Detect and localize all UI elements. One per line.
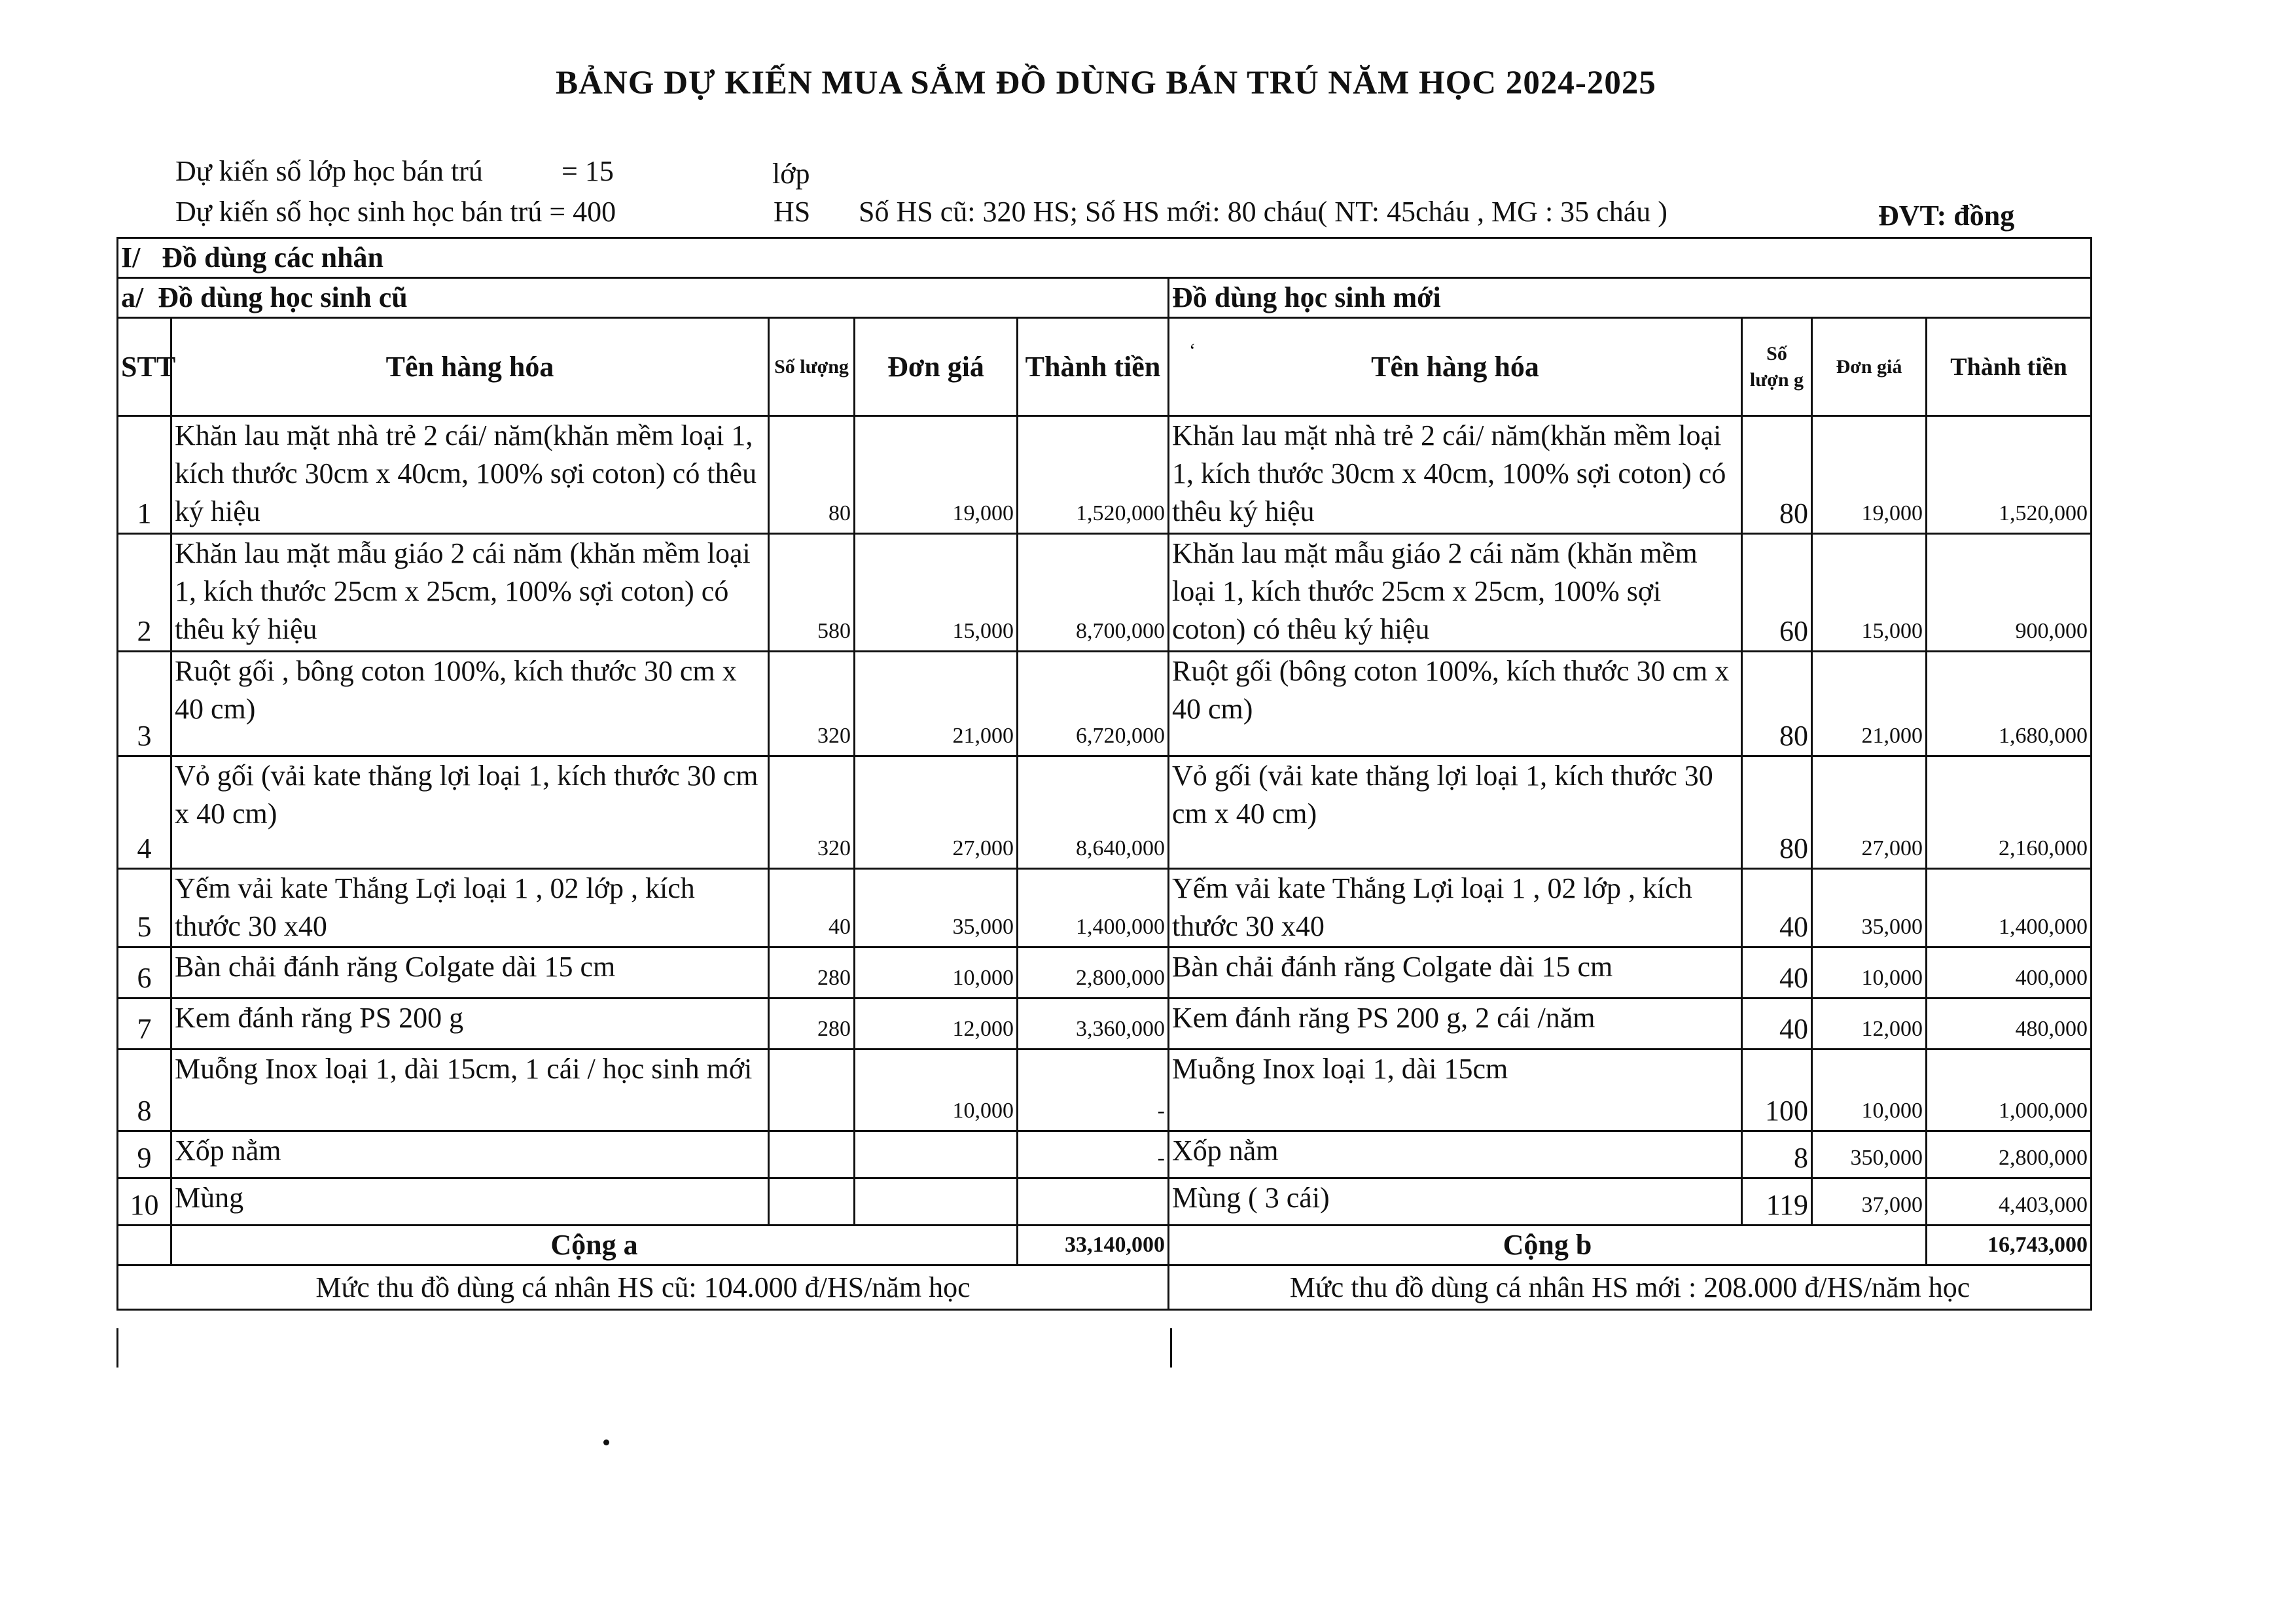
table-row — [118, 652, 2092, 756]
row-price-a: 10,000 — [855, 947, 1018, 998]
row-total-a: 8,700,000 — [1018, 534, 1169, 652]
table-row — [118, 1050, 2092, 1131]
document-title: BẢNG DỰ KIẾN MUA SẮM ĐỒ DÙNG BÁN TRÚ NĂM HỌC 2024-2025 — [556, 65, 1656, 101]
row-price-b: 350,000 — [1812, 1131, 1927, 1178]
stray-dot — [603, 1439, 609, 1445]
row-price-a — [855, 1178, 1018, 1226]
row-price-a: 12,000 — [855, 998, 1018, 1050]
row-name-a: Vỏ gối (vải kate thăng lợi loại 1, kích thước 30 cm x 40 cm) — [171, 756, 769, 869]
row-qty-a — [769, 1131, 855, 1178]
row-total-b: 4,403,000 — [1927, 1178, 2092, 1226]
header-price-a: Đơn giá — [855, 318, 1018, 416]
row-qty-b: 80 — [1742, 416, 1812, 534]
row-total-a: - — [1018, 1050, 1169, 1131]
row-name-a: Khăn lau mặt nhà trẻ 2 cái/ năm(khăn mềm loại 1, kích thước 30cm x 40cm, 100% sợi coton) có thêu ký hiệu — [171, 416, 769, 534]
info-line1-value: = 15 — [561, 155, 614, 187]
row-qty-b: 80 — [1742, 756, 1812, 869]
total-a-label: Cộng a — [171, 1226, 1018, 1265]
row-total-b: 1,520,000 — [1927, 416, 2092, 534]
row-name-b: Vỏ gối (vải kate thăng lợi loại 1, kích thước 30 cm x 40 cm) — [1169, 756, 1742, 869]
table-left-edge — [116, 1328, 118, 1368]
row-name-b: Mùng ( 3 cái) — [1169, 1178, 1742, 1226]
row-price-a: 21,000 — [855, 652, 1018, 756]
row-stt: 6 — [118, 947, 171, 998]
row-price-b: 12,000 — [1812, 998, 1927, 1050]
unit-label: ĐVT: đồng — [1878, 200, 2015, 232]
row-name-b: Khăn lau mặt mẫu giáo 2 cái năm (khăn mềm loại 1, kích thước 25cm x 25cm, 100% sợi coton) có thêu ký hiệu — [1169, 534, 1742, 652]
table-row — [118, 998, 2092, 1050]
row-qty-b: 100 — [1742, 1050, 1812, 1131]
row-qty-a: 40 — [769, 869, 855, 947]
row-total-a: 8,640,000 — [1018, 756, 1169, 869]
row-name-a: Mùng — [171, 1178, 769, 1226]
table-row — [118, 947, 2092, 998]
info-line2-label: Dự kiến số học sinh học bán trú = 400 — [175, 196, 616, 228]
table-middle-edge — [1170, 1328, 1172, 1368]
row-name-a: Yếm vải kate Thắng Lợi loại 1 , 02 lớp , kích thước 30 x40 — [171, 869, 769, 947]
total-b-label: Cộng b — [1169, 1226, 1927, 1265]
row-price-b: 10,000 — [1812, 1050, 1927, 1131]
row-qty-a: 80 — [769, 416, 855, 534]
row-price-a: 19,000 — [855, 416, 1018, 534]
section-label: Đồ dùng các nhân — [162, 241, 384, 274]
header-total-b: Thành tiền — [1927, 318, 2092, 416]
info-line1-label: Dự kiến số lớp học bán trú — [175, 155, 483, 187]
row-qty-b: 40 — [1742, 869, 1812, 947]
row-price-a — [855, 1131, 1018, 1178]
row-price-b: 27,000 — [1812, 756, 1927, 869]
totals-row — [118, 1226, 2092, 1265]
row-stt: 1 — [118, 416, 171, 534]
row-price-b: 35,000 — [1812, 869, 1927, 947]
table-row — [118, 869, 2092, 947]
row-name-a: Xốp nằm — [171, 1131, 769, 1178]
row-qty-b: 8 — [1742, 1131, 1812, 1178]
row-name-b: Ruột gối (bông coton 100%, kích thước 30 cm x 40 cm) — [1169, 652, 1742, 756]
row-qty-a: 320 — [769, 652, 855, 756]
row-total-a: - — [1018, 1131, 1169, 1178]
header-name-b: Tên hàng hóa — [1371, 350, 1539, 383]
row-name-b: Kem đánh răng PS 200 g, 2 cái /năm — [1169, 998, 1742, 1050]
row-qty-a: 580 — [769, 534, 855, 652]
row-stt: 2 — [118, 534, 171, 652]
header-qty-a: Số lượng — [769, 318, 855, 416]
row-name-a: Kem đánh răng PS 200 g — [171, 998, 769, 1050]
row-price-a: 35,000 — [855, 869, 1018, 947]
row-total-b: 1,000,000 — [1927, 1050, 2092, 1131]
row-stt: 5 — [118, 869, 171, 947]
row-stt: 4 — [118, 756, 171, 869]
row-name-a: Khăn lau mặt mẫu giáo 2 cái năm (khăn mềm loại 1, kích thước 25cm x 25cm, 100% sợi coton) có thêu ký hiệu — [171, 534, 769, 652]
subsection-a-number: a/ — [121, 281, 144, 313]
row-price-a: 15,000 — [855, 534, 1018, 652]
row-qty-b: 80 — [1742, 652, 1812, 756]
table-row — [118, 534, 2092, 652]
row-name-a: Bàn chải đánh răng Colgate dài 15 cm — [171, 947, 769, 998]
row-total-b: 1,400,000 — [1927, 869, 2092, 947]
header-qty-b: Số lượn g — [1742, 318, 1812, 416]
row-total-a: 3,360,000 — [1018, 998, 1169, 1050]
row-total-b: 400,000 — [1927, 947, 2092, 998]
row-price-b: 15,000 — [1812, 534, 1927, 652]
row-total-b: 480,000 — [1927, 998, 2092, 1050]
fee-old-students: Mức thu đồ dùng cá nhân HS cũ: 104.000 đ/HS/năm học — [118, 1265, 1169, 1310]
section-row — [118, 238, 2092, 278]
row-name-b: Khăn lau mặt nhà trẻ 2 cái/ năm(khăn mềm loại 1, kích thước 30cm x 40cm, 100% sợi coton) có thêu ký hiệu — [1169, 416, 1742, 534]
subsection-a-label: Đồ dùng học sinh cũ — [158, 281, 408, 313]
totals-stt-blank — [118, 1226, 171, 1265]
purchase-table — [116, 237, 2092, 1311]
header-stt: STT — [118, 318, 171, 416]
row-qty-b: 40 — [1742, 998, 1812, 1050]
row-stt: 9 — [118, 1131, 171, 1178]
table-row — [118, 416, 2092, 534]
section-number: I/ — [121, 241, 141, 274]
row-qty-a — [769, 1178, 855, 1226]
row-price-b: 37,000 — [1812, 1178, 1927, 1226]
header-row — [118, 318, 2092, 416]
row-qty-b: 119 — [1742, 1178, 1812, 1226]
total-a-value: 33,140,000 — [1018, 1226, 1169, 1265]
row-price-a: 27,000 — [855, 756, 1018, 869]
table-row — [118, 1178, 2092, 1226]
row-qty-a: 280 — [769, 947, 855, 998]
row-total-a — [1018, 1178, 1169, 1226]
row-qty-a: 320 — [769, 756, 855, 869]
info-line1-unit: lớp — [772, 158, 810, 190]
row-total-b: 2,800,000 — [1927, 1131, 2092, 1178]
info-line2-unit: HS — [774, 196, 811, 228]
row-total-b: 2,160,000 — [1927, 756, 2092, 869]
row-price-b: 21,000 — [1812, 652, 1927, 756]
total-b-value: 16,743,000 — [1927, 1226, 2092, 1265]
row-name-b: Xốp nằm — [1169, 1131, 1742, 1178]
row-total-a: 1,400,000 — [1018, 869, 1169, 947]
header-mark-b: ‘ — [1189, 340, 1196, 361]
fee-new-students: Mức thu đồ dùng cá nhân HS mới : 208.000 đ/HS/năm học — [1169, 1265, 2092, 1310]
row-price-a: 10,000 — [855, 1050, 1018, 1131]
row-total-b: 900,000 — [1927, 534, 2092, 652]
info-line2-detail: Số HS cũ: 320 HS; Số HS mới: 80 cháu( NT: 45cháu , MG : 35 cháu ) — [859, 196, 1667, 228]
table-row — [118, 756, 2092, 869]
row-total-b: 1,680,000 — [1927, 652, 2092, 756]
row-stt: 7 — [118, 998, 171, 1050]
header-price-b: Đơn giá — [1812, 318, 1927, 416]
row-name-a: Ruột gối , bông coton 100%, kích thước 30 cm x 40 cm) — [171, 652, 769, 756]
row-name-b: Bàn chải đánh răng Colgate dài 15 cm — [1169, 947, 1742, 998]
row-qty-b: 60 — [1742, 534, 1812, 652]
subsection-row — [118, 278, 2092, 318]
row-total-a: 1,520,000 — [1018, 416, 1169, 534]
row-name-a: Muỗng Inox loại 1, dài 15cm, 1 cái / học sinh mới — [171, 1050, 769, 1131]
fee-row — [118, 1265, 2092, 1310]
row-qty-b: 40 — [1742, 947, 1812, 998]
header-total-a: Thành tiền — [1018, 318, 1169, 416]
row-name-b: Yếm vải kate Thắng Lợi loại 1 , 02 lớp , kích thước 30 x40 — [1169, 869, 1742, 947]
row-qty-a: 280 — [769, 998, 855, 1050]
header-name-a: Tên hàng hóa — [171, 318, 769, 416]
row-total-a: 6,720,000 — [1018, 652, 1169, 756]
table-row — [118, 1131, 2092, 1178]
row-price-b: 10,000 — [1812, 947, 1927, 998]
row-price-b: 19,000 — [1812, 416, 1927, 534]
row-qty-a — [769, 1050, 855, 1131]
row-total-a: 2,800,000 — [1018, 947, 1169, 998]
subsection-b-label: Đồ dùng học sinh mới — [1169, 278, 2092, 318]
row-stt: 10 — [118, 1178, 171, 1226]
row-stt: 8 — [118, 1050, 171, 1131]
row-name-b: Muỗng Inox loại 1, dài 15cm — [1169, 1050, 1742, 1131]
row-stt: 3 — [118, 652, 171, 756]
